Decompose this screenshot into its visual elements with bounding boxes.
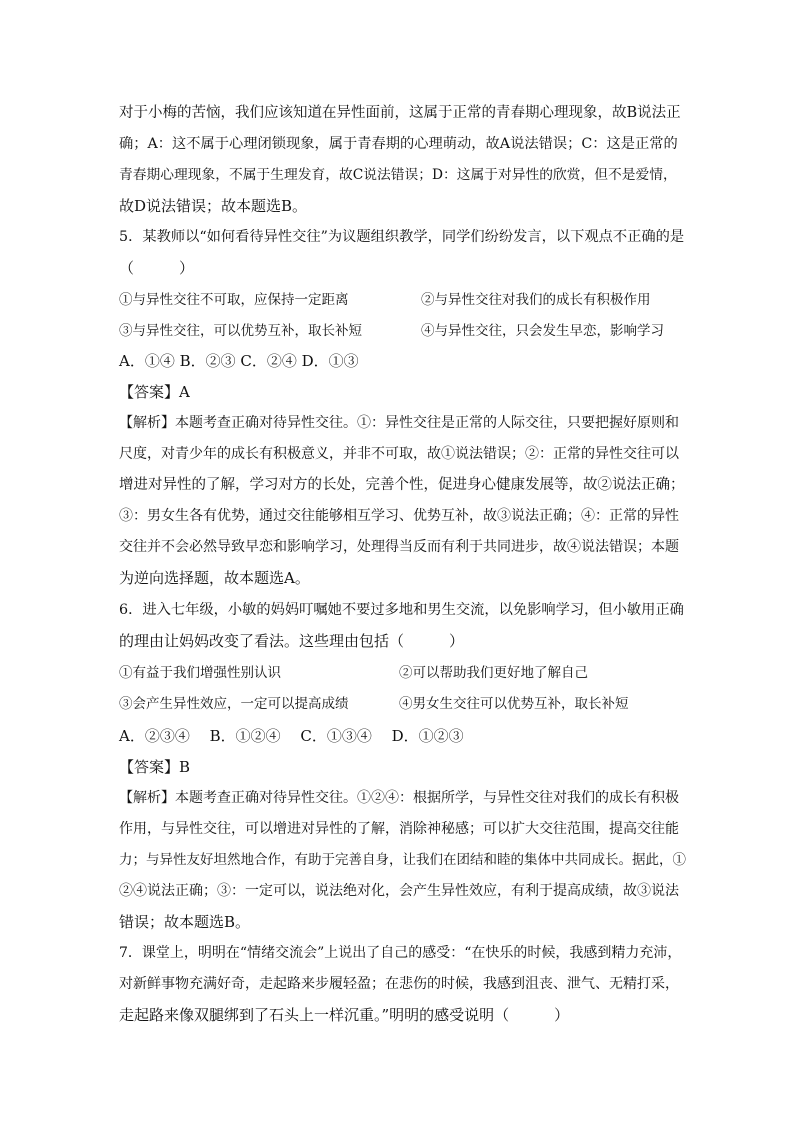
q4-explanation-line: 确；A：这不属于心理闭锁现象，属于青春期的心理萌动，故A说法错误；C：这是正常的 (119, 136, 678, 152)
q6-analysis-line: 【解析】本题考查正确对待异性交往。①②④：根据所学，与异性交往对我们的成长有积极 (119, 790, 679, 806)
q6-analysis-line: 力；与异性友好坦然地合作，有助于完善自身，让我们在团结和睦的集体中共同成长。据此，① (119, 852, 686, 868)
q7-stem-line: 对新鲜事物充满好奇，走起路来步履轻盈；在悲伤的时候，我感到沮丧、泄气、无精打采， (119, 976, 679, 992)
q4-explanation-line: 故D说法错误；故本题选B。 (119, 197, 308, 215)
q7-stem-line: 走起路来像双腿绑到了石头上一样沉重。”明明的感受说明（ ） (119, 1006, 570, 1024)
q6-option-2: ②可以帮助我们更好地了解自己 (399, 665, 588, 681)
q5-options-row-2 (119, 321, 685, 341)
q6-answer: 【答案】B (119, 758, 191, 776)
q6-analysis-line: ②④说法正确；③：一定可以，说法绝对化，会产生异性效应，有利于提高成绩，故③说法 (119, 883, 679, 899)
q5-choices: A．①④ B．②③ C．②④ D．①③ (119, 352, 359, 370)
q6-stem-line: 的理由让妈妈改变了看法。这些理由包括（ ） (119, 632, 465, 650)
q4-explanation-line: 对于小梅的苦恼，我们应该知道在异性面前，这属于正常的青春期心理现象，故B说法正 (119, 105, 681, 121)
q5-stem: 5．某教师以“如何看待异性交往”为议题组织教学，同学们纷纷发言，以下观点不正确的是 (119, 229, 685, 245)
q6-option-1: ①有益于我们增强性别认识 (119, 665, 281, 681)
q5-analysis-line: ③：男女生各有优势，通过交往能够相互学习、优势互补，故③说法正确；④：正常的异性 (119, 508, 679, 524)
q5-options-row-1 (119, 290, 685, 310)
q6-choices: A．②③④ B．①②④ C．①③④ D．①②③ (119, 727, 464, 745)
q5-analysis-line: 交往并不会必然导致早恋和影响学习，处理得当反而有利于共同进步，故④说法错误；本题 (119, 539, 679, 555)
q5-option-3: ③与异性交往，可以优势互补，取长补短 (119, 323, 362, 339)
q6-option-3: ③会产生异性效应，一定可以提高成绩 (119, 696, 349, 712)
q5-analysis-line: 尺度，对青少年的成长有积极意义，并非不可取，故①说法错误；②：正常的异性交往可以 (119, 446, 679, 462)
q6-options-row-1 (119, 663, 685, 683)
q5-analysis-line: 为逆向选择题，故本题选A。 (119, 569, 310, 587)
q6-option-4: ④男女生交往可以优势互补，取长补短 (399, 696, 629, 712)
q7-stem-line: 7．课堂上，明明在“情绪交流会”上说出了自己的感受：“在快乐的时候，我感到精力充沛， (119, 945, 682, 961)
q6-stem-line: 6．进入七年级，小敏的妈妈叮嘱她不要过多地和男生交流，以免影响学习，但小敏用正确 (119, 602, 684, 618)
q5-option-2: ②与异性交往对我们的成长有积极作用 (421, 292, 651, 308)
q5-blank: （ ） (119, 259, 195, 277)
q5-option-4: ④与异性交往，只会发生早恋，影响学习 (421, 323, 664, 339)
q5-option-1: ①与异性交往不可取，应保持一定距离 (119, 292, 349, 308)
q5-answer: 【答案】A (119, 383, 190, 401)
q5-analysis-line: 【解析】本题考查正确对待异性交往。①：异性交往是正常的人际交往，只要把握好原则和 (119, 415, 679, 431)
q5-analysis-line: 增进对异性的了解，学习对方的长处，完善个性，促进身心健康发展等，故②说法正确； (119, 477, 685, 493)
q4-explanation-line: 青春期心理现象，不属于生理发育，故C说法错误；D：这属于对异性的欣赏，但不是爱情， (119, 167, 677, 183)
q6-options-row-2 (119, 694, 685, 714)
q6-analysis-line: 错误；故本题选B。 (119, 913, 251, 931)
q6-analysis-line: 作用，与异性交往，可以增进对异性的了解，消除神秘感；可以扩大交往范围，提高交往能 (119, 821, 679, 837)
